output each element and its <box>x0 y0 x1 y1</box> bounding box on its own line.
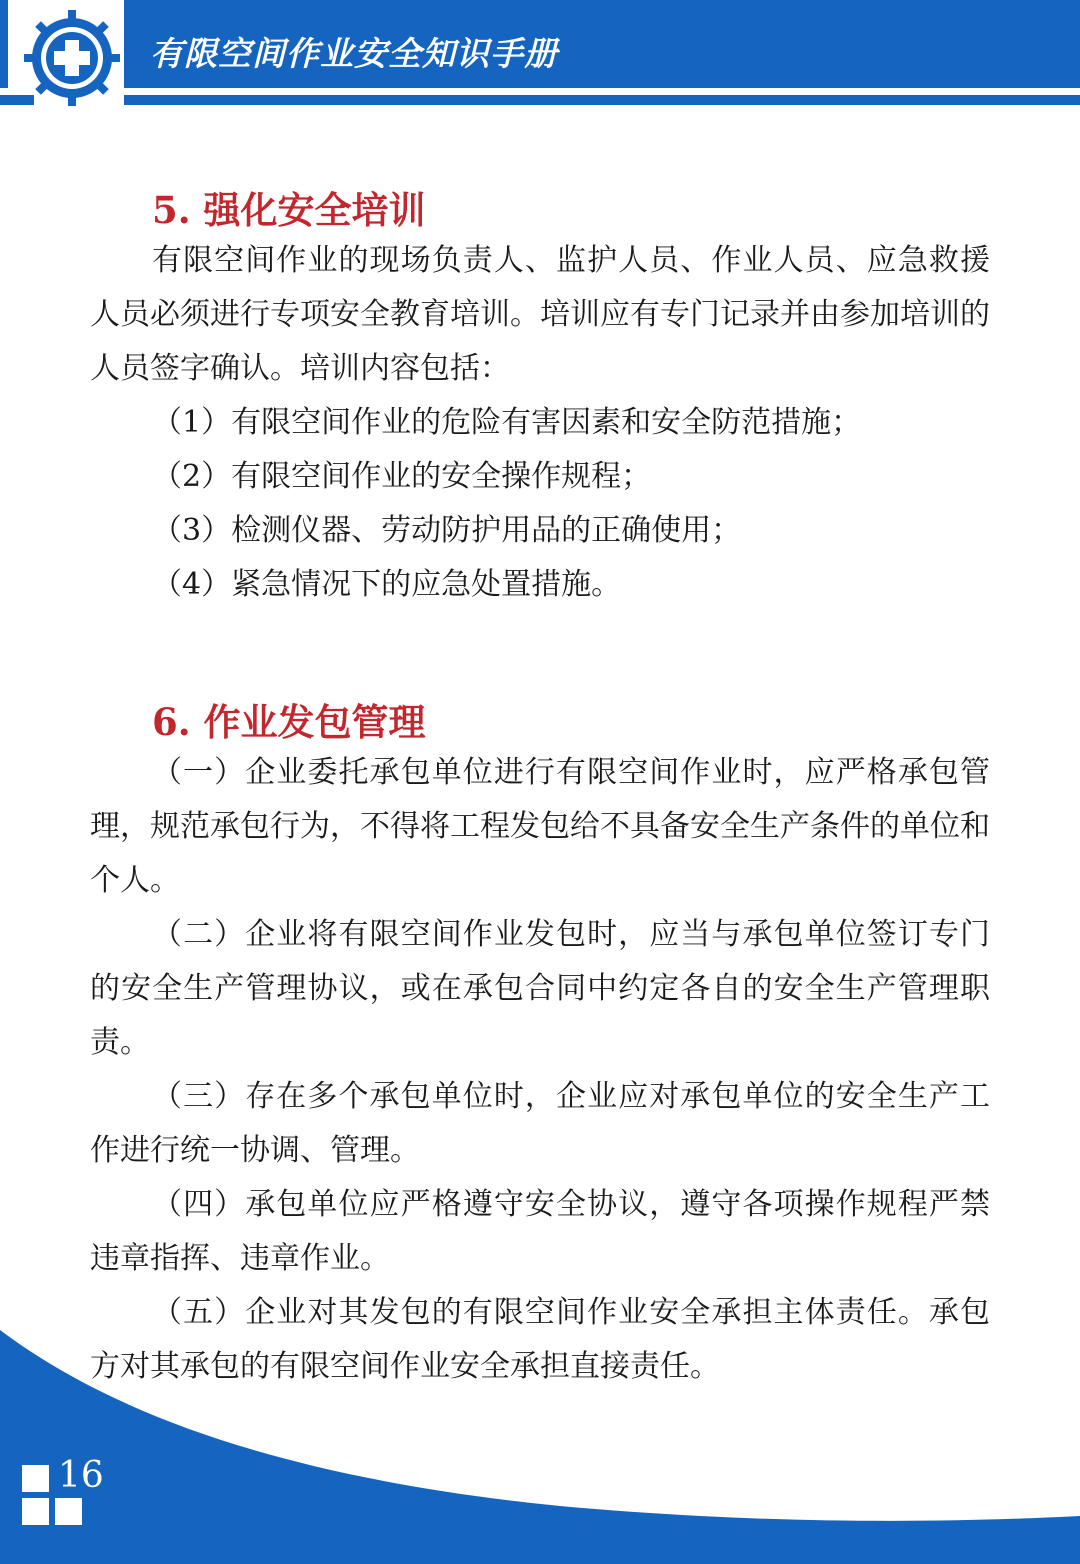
section-6-heading: 6. 作业发包管理 <box>152 700 426 744</box>
header-title: 有限空间作业安全知识手册 <box>150 34 558 73</box>
footer-wave <box>0 1330 1080 1564</box>
training-item-4: （4）紧急情况下的应急处置措施。 <box>152 567 622 602</box>
page-header <box>0 0 1080 112</box>
contract-paragraph-2: （二）企业将有限空间作业发包时，应当与承包单位签订专门的安全生产管理协议，或在承包合同中约定各自的安全生产管理职责。 <box>90 917 990 1060</box>
contract-paragraph-1: （一）企业委托承包单位进行有限空间作业时，应严格承包管理，规范承包行为，不得将工程发包给不具备安全生产条件的单位和个人。 <box>90 755 990 898</box>
header-left-strip <box>0 0 8 88</box>
page-number: 16 <box>58 1455 104 1496</box>
section-5-heading: 5. 强化安全培训 <box>152 188 426 232</box>
training-item-3: （3）检测仪器、劳动防护用品的正确使用； <box>152 513 742 548</box>
contract-paragraph-3: （三）存在多个承包单位时，企业应对承包单位的安全生产工作进行统一协调、管理。 <box>90 1079 990 1168</box>
header-rule <box>124 95 1080 105</box>
training-item-2: （2）有限空间作业的安全操作规程； <box>152 459 652 494</box>
safety-cross-logo-icon <box>22 8 122 108</box>
section-5-intro: 有限空间作业的现场负责人、监护人员、作业人员、应急救援人员必须进行专项安全教育培训。培训应有专门记录并由参加培训的人员签字确认。培训内容包括： <box>90 243 990 386</box>
contract-paragraph-4: （四）承包单位应严格遵守安全协议，遵守各项操作规程严禁违章指挥、违章作业。 <box>90 1187 990 1276</box>
contract-paragraph-5: （五）企业对其发包的有限空间作业安全承担主体责任。承包方对其承包的有限空间作业安全承担直接责任。 <box>90 1295 990 1384</box>
training-item-1: （1）有限空间作业的危险有害因素和安全防范措施； <box>152 405 862 440</box>
